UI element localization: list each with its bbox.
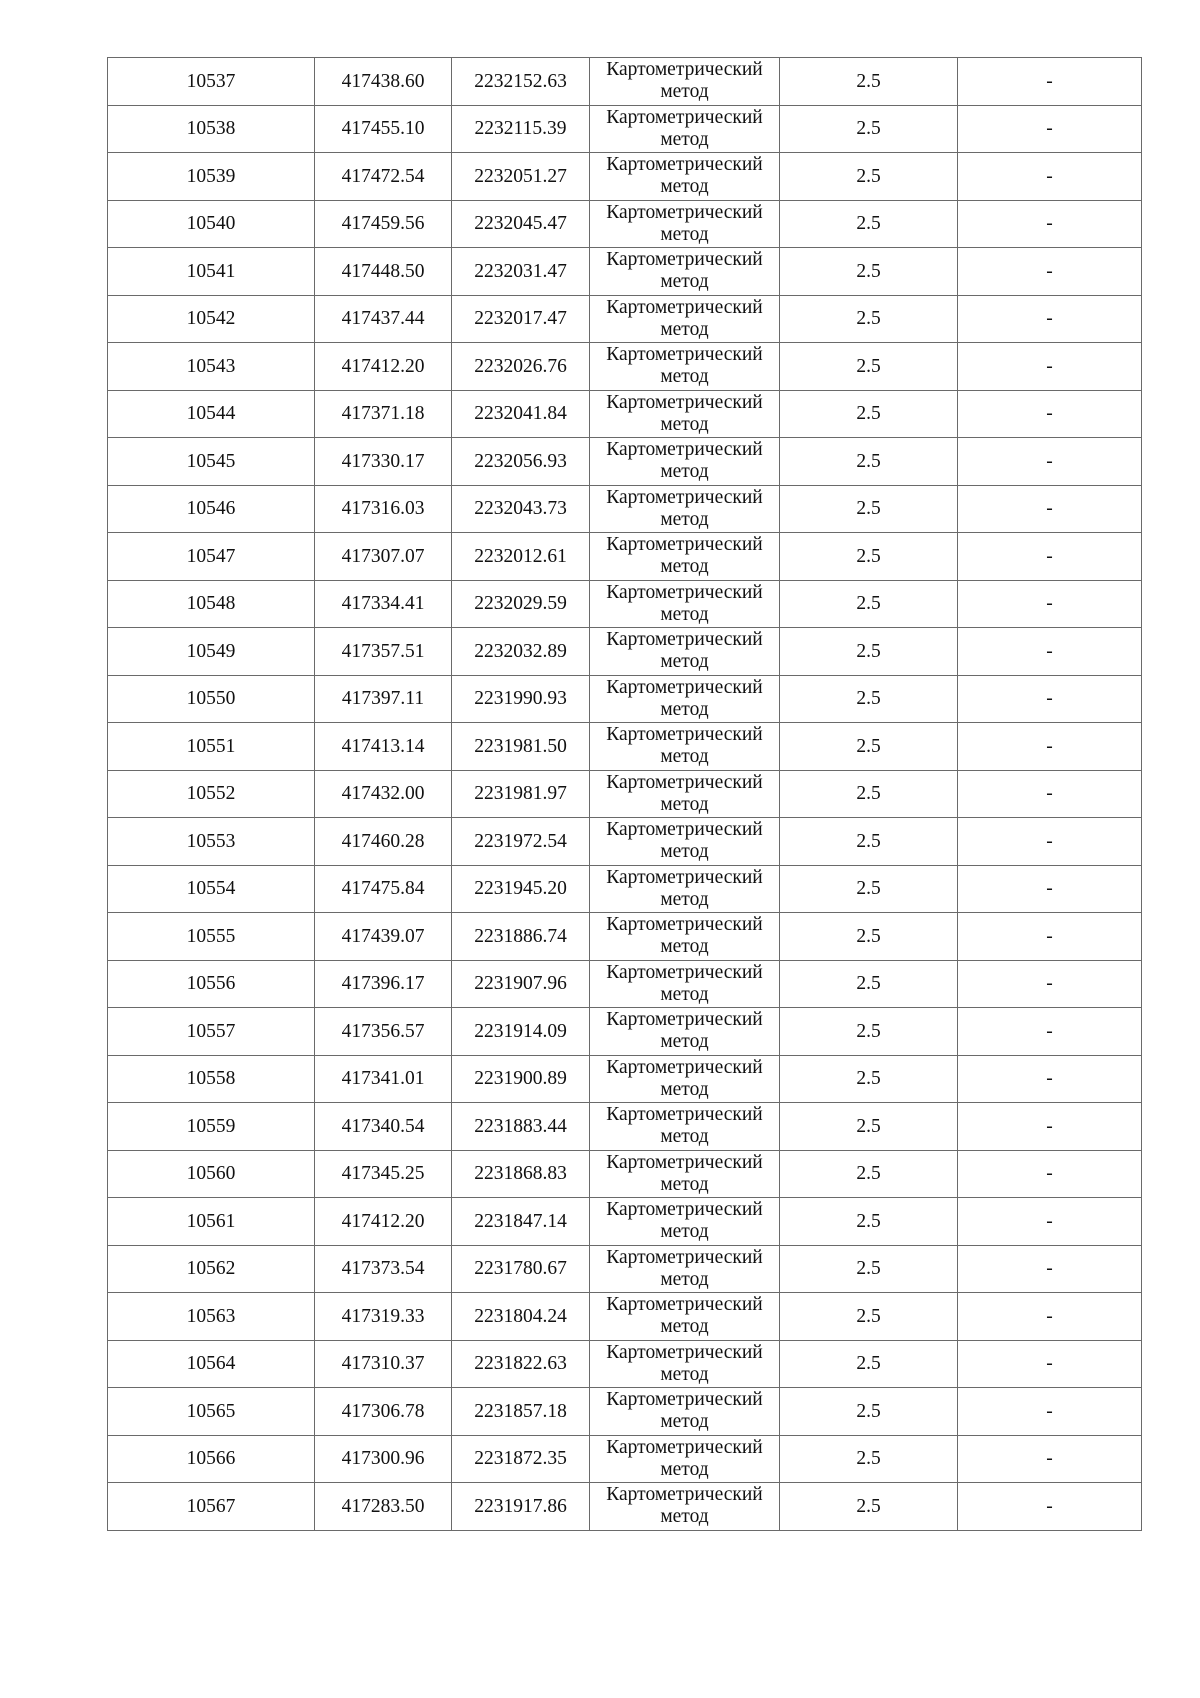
accuracy-cell: 2.5	[780, 105, 958, 153]
x-coordinate-cell: 417345.25	[315, 1150, 452, 1198]
table-row	[108, 1435, 1142, 1483]
method-text-line: Картометрический	[606, 106, 763, 128]
accuracy-cell: 2.5	[780, 343, 958, 391]
method-text-line: метод	[660, 1078, 709, 1100]
table-row	[108, 1103, 1142, 1151]
point-number-cell: 10549	[108, 628, 315, 676]
method-cell	[590, 580, 780, 628]
method-cell	[590, 533, 780, 581]
point-number-cell: 10543	[108, 343, 315, 391]
method-text-line: метод	[660, 651, 709, 673]
y-coordinate-cell: 2231972.54	[452, 818, 590, 866]
y-coordinate-cell: 2231857.18	[452, 1388, 590, 1436]
y-coordinate-cell: 2231981.50	[452, 723, 590, 771]
method-text-line: Картометрический	[606, 1104, 763, 1126]
method-text-line: Картометрический	[606, 961, 763, 983]
point-number-cell: 10566	[108, 1435, 315, 1483]
method-cell	[590, 1150, 780, 1198]
point-number-cell: 10551	[108, 723, 315, 771]
x-coordinate-cell: 417475.84	[315, 865, 452, 913]
method-text-line: Картометрический	[606, 629, 763, 651]
method-text-line: Картометрический	[606, 676, 763, 698]
method-cell	[590, 628, 780, 676]
note-cell: -	[958, 770, 1142, 818]
method-cell	[590, 200, 780, 248]
note-cell: -	[958, 1008, 1142, 1056]
accuracy-cell: 2.5	[780, 200, 958, 248]
method-text-line: метод	[660, 983, 709, 1005]
table-row	[108, 580, 1142, 628]
method-cell	[590, 1435, 780, 1483]
table-row	[108, 1198, 1142, 1246]
accuracy-cell: 2.5	[780, 913, 958, 961]
point-number-cell: 10555	[108, 913, 315, 961]
accuracy-cell: 2.5	[780, 580, 958, 628]
method-cell	[590, 723, 780, 771]
method-text-line: метод	[660, 841, 709, 863]
method-text-line: метод	[660, 1363, 709, 1385]
method-cell	[590, 913, 780, 961]
method-text-line: Картометрический	[606, 439, 763, 461]
x-coordinate-cell: 417437.44	[315, 295, 452, 343]
y-coordinate-cell: 2232029.59	[452, 580, 590, 628]
y-coordinate-cell: 2231907.96	[452, 960, 590, 1008]
accuracy-cell: 2.5	[780, 960, 958, 1008]
y-coordinate-cell: 2232012.61	[452, 533, 590, 581]
x-coordinate-cell: 417330.17	[315, 438, 452, 486]
accuracy-cell: 2.5	[780, 1103, 958, 1151]
point-number-cell: 10557	[108, 1008, 315, 1056]
accuracy-cell: 2.5	[780, 533, 958, 581]
point-number-cell: 10538	[108, 105, 315, 153]
method-cell	[590, 1340, 780, 1388]
method-text-line: метод	[660, 1031, 709, 1053]
y-coordinate-cell: 2231914.09	[452, 1008, 590, 1056]
accuracy-cell: 2.5	[780, 1150, 958, 1198]
method-cell	[590, 1055, 780, 1103]
table-row	[108, 390, 1142, 438]
note-cell: -	[958, 1483, 1142, 1531]
method-cell	[590, 105, 780, 153]
note-cell: -	[958, 248, 1142, 296]
y-coordinate-cell: 2232026.76	[452, 343, 590, 391]
x-coordinate-cell: 417310.37	[315, 1340, 452, 1388]
point-number-cell: 10542	[108, 295, 315, 343]
method-text-line: Картометрический	[606, 391, 763, 413]
point-number-cell: 10559	[108, 1103, 315, 1151]
point-number-cell: 10546	[108, 485, 315, 533]
method-text-line: Картометрический	[606, 1151, 763, 1173]
method-text-line: метод	[660, 1173, 709, 1195]
x-coordinate-cell: 417306.78	[315, 1388, 452, 1436]
method-cell	[590, 295, 780, 343]
table-row	[108, 723, 1142, 771]
note-cell: -	[958, 960, 1142, 1008]
x-coordinate-cell: 417472.54	[315, 153, 452, 201]
accuracy-cell: 2.5	[780, 1008, 958, 1056]
method-text-line: Картометрический	[606, 344, 763, 366]
note-cell: -	[958, 1150, 1142, 1198]
method-text-line: метод	[660, 461, 709, 483]
x-coordinate-cell: 417371.18	[315, 390, 452, 438]
y-coordinate-cell: 2231917.86	[452, 1483, 590, 1531]
method-cell	[590, 1198, 780, 1246]
accuracy-cell: 2.5	[780, 1340, 958, 1388]
method-cell	[590, 153, 780, 201]
method-text-line: метод	[660, 176, 709, 198]
point-number-cell: 10541	[108, 248, 315, 296]
point-number-cell: 10558	[108, 1055, 315, 1103]
x-coordinate-cell: 417460.28	[315, 818, 452, 866]
accuracy-cell: 2.5	[780, 1245, 958, 1293]
accuracy-cell: 2.5	[780, 153, 958, 201]
x-coordinate-cell: 417341.01	[315, 1055, 452, 1103]
y-coordinate-cell: 2231883.44	[452, 1103, 590, 1151]
note-cell: -	[958, 58, 1142, 106]
table-row	[108, 1388, 1142, 1436]
note-cell: -	[958, 343, 1142, 391]
accuracy-cell: 2.5	[780, 675, 958, 723]
point-number-cell: 10539	[108, 153, 315, 201]
method-text-line: Картометрический	[606, 59, 763, 81]
point-number-cell: 10554	[108, 865, 315, 913]
x-coordinate-cell: 417412.20	[315, 1198, 452, 1246]
y-coordinate-cell: 2231822.63	[452, 1340, 590, 1388]
method-text-line: Картометрический	[606, 914, 763, 936]
method-text-line: Картометрический	[606, 1294, 763, 1316]
point-number-cell: 10564	[108, 1340, 315, 1388]
table-row	[108, 153, 1142, 201]
y-coordinate-cell: 2231990.93	[452, 675, 590, 723]
y-coordinate-cell: 2231868.83	[452, 1150, 590, 1198]
method-text-line: метод	[660, 603, 709, 625]
note-cell: -	[958, 818, 1142, 866]
method-text-line: метод	[660, 1221, 709, 1243]
y-coordinate-cell: 2231847.14	[452, 1198, 590, 1246]
table-row	[108, 1293, 1142, 1341]
y-coordinate-cell: 2232032.89	[452, 628, 590, 676]
x-coordinate-cell: 417357.51	[315, 628, 452, 676]
point-number-cell: 10556	[108, 960, 315, 1008]
x-coordinate-cell: 417283.50	[315, 1483, 452, 1531]
y-coordinate-cell: 2232115.39	[452, 105, 590, 153]
method-text-line: Картометрический	[606, 866, 763, 888]
accuracy-cell: 2.5	[780, 295, 958, 343]
method-cell	[590, 675, 780, 723]
method-text-line: метод	[660, 936, 709, 958]
y-coordinate-cell: 2231981.97	[452, 770, 590, 818]
method-text-line: Картометрический	[606, 1056, 763, 1078]
method-text-line: Картометрический	[606, 296, 763, 318]
note-cell: -	[958, 913, 1142, 961]
coordinates-table	[107, 57, 1142, 1531]
method-text-line: метод	[660, 223, 709, 245]
method-cell	[590, 1245, 780, 1293]
method-text-line: метод	[660, 128, 709, 150]
accuracy-cell: 2.5	[780, 628, 958, 676]
method-text-line: метод	[660, 81, 709, 103]
x-coordinate-cell: 417307.07	[315, 533, 452, 581]
note-cell: -	[958, 1435, 1142, 1483]
accuracy-cell: 2.5	[780, 58, 958, 106]
method-text-line: Картометрический	[606, 819, 763, 841]
note-cell: -	[958, 1388, 1142, 1436]
method-text-line: метод	[660, 1458, 709, 1480]
method-text-line: метод	[660, 1126, 709, 1148]
point-number-cell: 10553	[108, 818, 315, 866]
table-row	[108, 628, 1142, 676]
method-text-line: Картометрический	[606, 1341, 763, 1363]
method-text-line: метод	[660, 1268, 709, 1290]
table-row	[108, 1055, 1142, 1103]
note-cell: -	[958, 200, 1142, 248]
method-text-line: метод	[660, 556, 709, 578]
note-cell: -	[958, 390, 1142, 438]
note-cell: -	[958, 485, 1142, 533]
note-cell: -	[958, 1340, 1142, 1388]
accuracy-cell: 2.5	[780, 1435, 958, 1483]
accuracy-cell: 2.5	[780, 248, 958, 296]
method-text-line: Картометрический	[606, 1199, 763, 1221]
x-coordinate-cell: 417459.56	[315, 200, 452, 248]
accuracy-cell: 2.5	[780, 390, 958, 438]
point-number-cell: 10547	[108, 533, 315, 581]
table-row	[108, 818, 1142, 866]
method-cell	[590, 438, 780, 486]
point-number-cell: 10565	[108, 1388, 315, 1436]
accuracy-cell: 2.5	[780, 1388, 958, 1436]
note-cell: -	[958, 153, 1142, 201]
y-coordinate-cell: 2231886.74	[452, 913, 590, 961]
y-coordinate-cell: 2232043.73	[452, 485, 590, 533]
accuracy-cell: 2.5	[780, 485, 958, 533]
x-coordinate-cell: 417397.11	[315, 675, 452, 723]
method-text-line: Картометрический	[606, 201, 763, 223]
point-number-cell: 10545	[108, 438, 315, 486]
y-coordinate-cell: 2232045.47	[452, 200, 590, 248]
method-text-line: метод	[660, 1506, 709, 1528]
point-number-cell: 10560	[108, 1150, 315, 1198]
table-row	[108, 533, 1142, 581]
accuracy-cell: 2.5	[780, 770, 958, 818]
note-cell: -	[958, 628, 1142, 676]
x-coordinate-cell: 417455.10	[315, 105, 452, 153]
y-coordinate-cell: 2231900.89	[452, 1055, 590, 1103]
point-number-cell: 10544	[108, 390, 315, 438]
table-body	[108, 58, 1142, 1531]
note-cell: -	[958, 438, 1142, 486]
method-text-line: метод	[660, 318, 709, 340]
x-coordinate-cell: 417319.33	[315, 1293, 452, 1341]
note-cell: -	[958, 533, 1142, 581]
method-text-line: Картометрический	[606, 1246, 763, 1268]
point-number-cell: 10562	[108, 1245, 315, 1293]
table-row	[108, 58, 1142, 106]
accuracy-cell: 2.5	[780, 818, 958, 866]
accuracy-cell: 2.5	[780, 865, 958, 913]
table-row	[108, 1483, 1142, 1531]
method-text-line: Картометрический	[606, 154, 763, 176]
accuracy-cell: 2.5	[780, 1483, 958, 1531]
table-row	[108, 438, 1142, 486]
table-row	[108, 343, 1142, 391]
accuracy-cell: 2.5	[780, 1293, 958, 1341]
accuracy-cell: 2.5	[780, 1198, 958, 1246]
table-row	[108, 913, 1142, 961]
method-text-line: метод	[660, 271, 709, 293]
method-text-line: Картометрический	[606, 1009, 763, 1031]
x-coordinate-cell: 417356.57	[315, 1008, 452, 1056]
table-row	[108, 200, 1142, 248]
note-cell: -	[958, 865, 1142, 913]
table-row	[108, 105, 1142, 153]
point-number-cell: 10561	[108, 1198, 315, 1246]
table-row	[108, 248, 1142, 296]
method-cell	[590, 390, 780, 438]
x-coordinate-cell: 417438.60	[315, 58, 452, 106]
method-cell	[590, 1293, 780, 1341]
method-text-line: метод	[660, 1316, 709, 1338]
accuracy-cell: 2.5	[780, 1055, 958, 1103]
method-cell	[590, 1103, 780, 1151]
method-cell	[590, 1388, 780, 1436]
table-row	[108, 1340, 1142, 1388]
point-number-cell: 10548	[108, 580, 315, 628]
x-coordinate-cell: 417412.20	[315, 343, 452, 391]
note-cell: -	[958, 675, 1142, 723]
x-coordinate-cell: 417432.00	[315, 770, 452, 818]
y-coordinate-cell: 2232041.84	[452, 390, 590, 438]
x-coordinate-cell: 417340.54	[315, 1103, 452, 1151]
note-cell: -	[958, 580, 1142, 628]
table-row	[108, 1150, 1142, 1198]
point-number-cell: 10540	[108, 200, 315, 248]
method-text-line: Картометрический	[606, 1436, 763, 1458]
table-row	[108, 1008, 1142, 1056]
y-coordinate-cell: 2232031.47	[452, 248, 590, 296]
method-text-line: метод	[660, 698, 709, 720]
method-cell	[590, 343, 780, 391]
point-number-cell: 10550	[108, 675, 315, 723]
y-coordinate-cell: 2231780.67	[452, 1245, 590, 1293]
x-coordinate-cell: 417300.96	[315, 1435, 452, 1483]
method-cell	[590, 1483, 780, 1531]
method-text-line: метод	[660, 888, 709, 910]
x-coordinate-cell: 417373.54	[315, 1245, 452, 1293]
x-coordinate-cell: 417439.07	[315, 913, 452, 961]
table-row	[108, 295, 1142, 343]
y-coordinate-cell: 2232152.63	[452, 58, 590, 106]
point-number-cell: 10537	[108, 58, 315, 106]
table-row	[108, 770, 1142, 818]
note-cell: -	[958, 295, 1142, 343]
method-text-line: Картометрический	[606, 486, 763, 508]
method-text-line: Картометрический	[606, 249, 763, 271]
y-coordinate-cell: 2232051.27	[452, 153, 590, 201]
note-cell: -	[958, 1245, 1142, 1293]
table-row	[108, 675, 1142, 723]
x-coordinate-cell: 417396.17	[315, 960, 452, 1008]
method-cell	[590, 960, 780, 1008]
method-text-line: метод	[660, 746, 709, 768]
y-coordinate-cell: 2232056.93	[452, 438, 590, 486]
method-cell	[590, 58, 780, 106]
x-coordinate-cell: 417316.03	[315, 485, 452, 533]
method-text-line: Картометрический	[606, 1484, 763, 1506]
method-cell	[590, 1008, 780, 1056]
point-number-cell: 10552	[108, 770, 315, 818]
method-text-line: Картометрический	[606, 1389, 763, 1411]
y-coordinate-cell: 2231804.24	[452, 1293, 590, 1341]
method-text-line: метод	[660, 793, 709, 815]
method-cell	[590, 248, 780, 296]
table-row	[108, 485, 1142, 533]
note-cell: -	[958, 1198, 1142, 1246]
table-row	[108, 1245, 1142, 1293]
method-text-line: Картометрический	[606, 534, 763, 556]
accuracy-cell: 2.5	[780, 723, 958, 771]
y-coordinate-cell: 2231945.20	[452, 865, 590, 913]
y-coordinate-cell: 2231872.35	[452, 1435, 590, 1483]
method-text-line: метод	[660, 1411, 709, 1433]
table-row	[108, 960, 1142, 1008]
method-text-line: метод	[660, 508, 709, 530]
x-coordinate-cell: 417334.41	[315, 580, 452, 628]
note-cell: -	[958, 1055, 1142, 1103]
table-row	[108, 865, 1142, 913]
method-text-line: Картометрический	[606, 581, 763, 603]
method-text-line: Картометрический	[606, 724, 763, 746]
point-number-cell: 10563	[108, 1293, 315, 1341]
accuracy-cell: 2.5	[780, 438, 958, 486]
note-cell: -	[958, 105, 1142, 153]
method-cell	[590, 770, 780, 818]
x-coordinate-cell: 417413.14	[315, 723, 452, 771]
point-number-cell: 10567	[108, 1483, 315, 1531]
note-cell: -	[958, 1103, 1142, 1151]
method-cell	[590, 865, 780, 913]
note-cell: -	[958, 1293, 1142, 1341]
method-text-line: метод	[660, 366, 709, 388]
x-coordinate-cell: 417448.50	[315, 248, 452, 296]
note-cell: -	[958, 723, 1142, 771]
method-text-line: метод	[660, 413, 709, 435]
y-coordinate-cell: 2232017.47	[452, 295, 590, 343]
method-text-line: Картометрический	[606, 771, 763, 793]
method-cell	[590, 485, 780, 533]
method-cell	[590, 818, 780, 866]
